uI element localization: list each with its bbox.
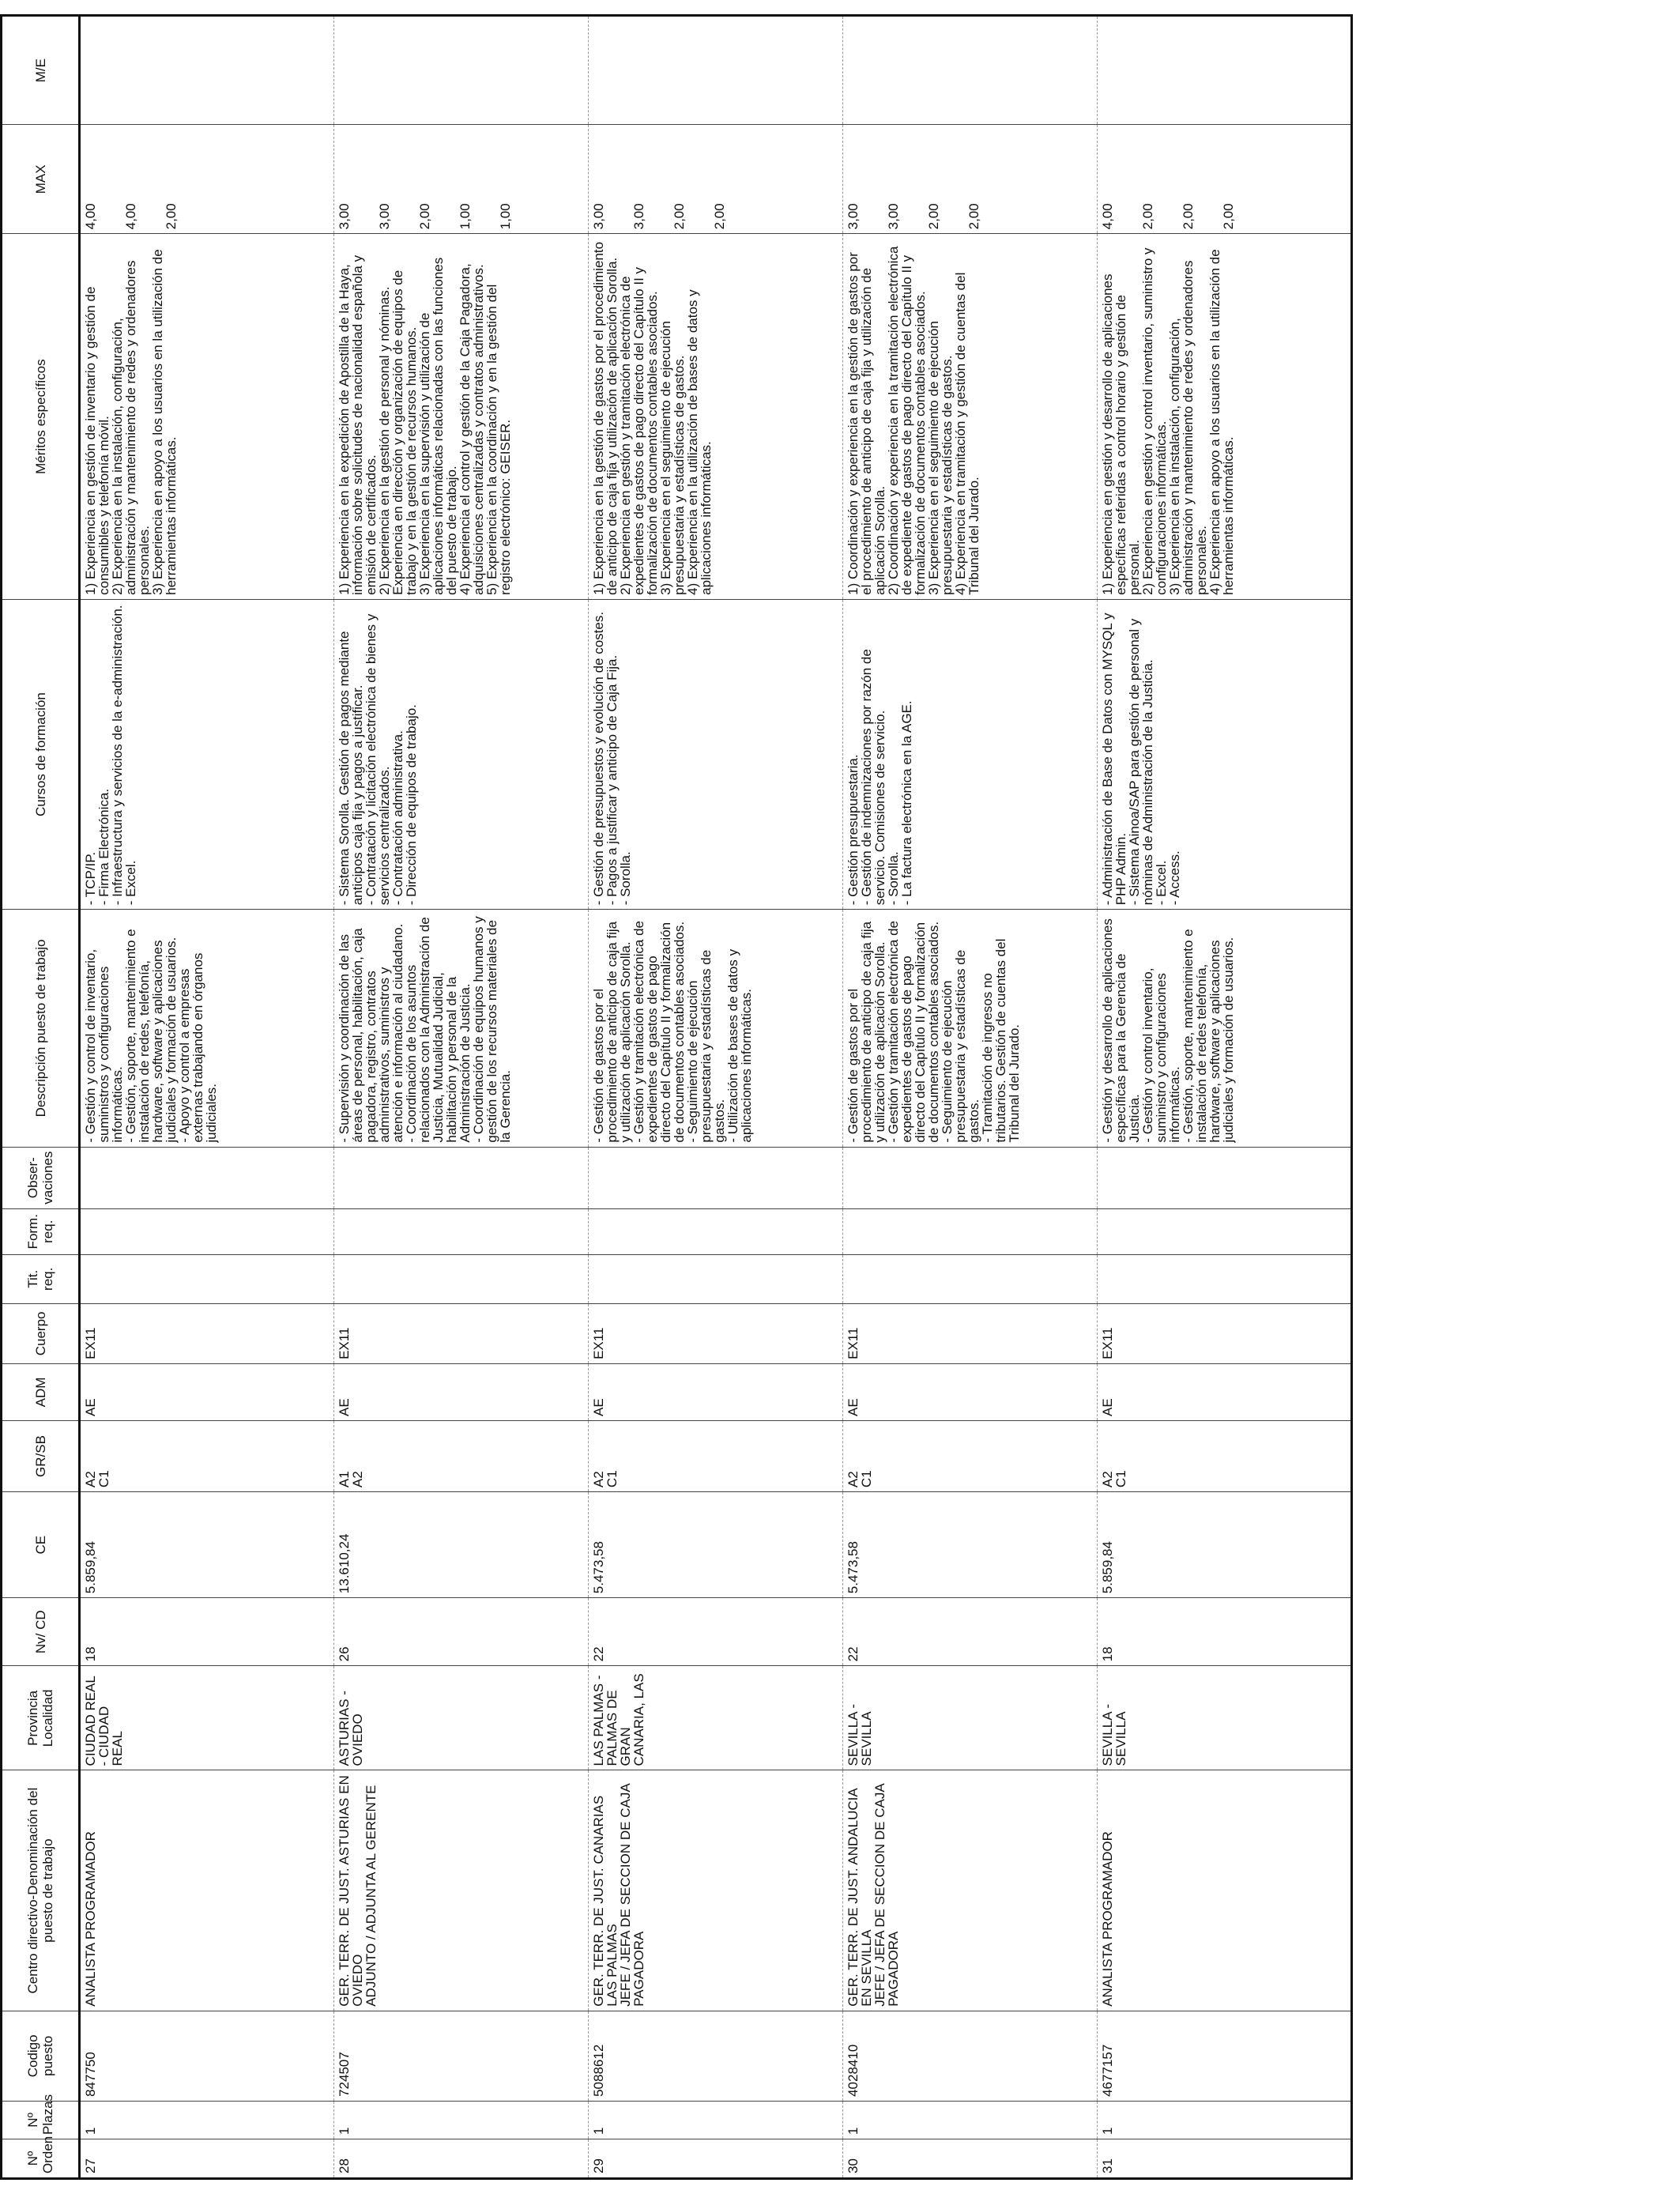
max-value: 4,00 xyxy=(123,203,138,230)
max-value: 2,00 xyxy=(712,203,727,230)
puesto-name: ADJUNTO / ADJUNTA AL GERENTE xyxy=(363,1785,379,2007)
plazas-cell: 1 xyxy=(80,2101,334,2139)
codigo-cell: 5088612 xyxy=(589,2011,843,2101)
puesto-name: JEFE / JEFA DE SECCION DE CAJA PAGADORA xyxy=(872,1784,901,2007)
ce-cell: 5.859,84 xyxy=(1098,1492,1352,1598)
max-value: 3,00 xyxy=(631,203,646,230)
max-cell xyxy=(843,125,1098,234)
max-cell xyxy=(589,125,843,234)
cursos-cell: - TCP/IP. - Firma Electrónica. - Infraestructura y servicios de la e-administración. - Excel. xyxy=(80,599,334,909)
orden-cell: 28 xyxy=(334,2139,589,2178)
cuerpo-cell: EX11 xyxy=(589,1303,843,1363)
codigo-cell: 724507 xyxy=(334,2011,589,2101)
meritos-cell: 1) Coordinación y experiencia en la gestión de gastos por el procedimiento de anticipo de caja fija y utilización de aplicación Sorolla. 2) Coordinación y experiencia en la tramitación electrónica de expediente de gastos de pago directo del Capítulo II y formalización de documentos contables asociados. 3) Experiencia en el seguimiento de ejecución presupuestaria y estadísticas de gastos. 4) Experiencia en tramitación y gestión de cuentas del Tribunal del Jurado. xyxy=(843,234,1098,600)
header-grupo: GR/SB xyxy=(2,1420,80,1491)
ce-cell: 13.610,24 xyxy=(334,1492,589,1598)
max-value: 2,00 xyxy=(966,203,981,230)
cursos-cell: - Sistema Sorolla. Gestión de pagos mediante anticipos caja fija y pagos a justificar. - Contratación y licitación electrónica de bienes y servicios centralizados. - Contratación administrativa. - Dirección de equipos de trabajo. xyxy=(334,599,589,909)
header-codigo: Codigo puesto xyxy=(2,2011,80,2101)
max-value: 2,00 xyxy=(1221,203,1236,230)
ce-cell: 5.859,84 xyxy=(80,1492,334,1598)
grupo-cell: A2 C1 xyxy=(80,1420,334,1491)
titulacion-cell xyxy=(1098,1254,1352,1303)
codigo-cell: 4677157 xyxy=(1098,2011,1352,2101)
adm-cell: AE xyxy=(843,1363,1098,1420)
header-formacion: Form. req. xyxy=(2,1208,80,1254)
header-ce: CE xyxy=(2,1492,80,1598)
descripcion-cell: - Supervisión y coordinación de las áreas de personal, habilitación, caja pagadora, registro, contratos administrativos, suministros y atención e información al ciudadano. - Coordinación de los asuntos relacionados con la Administración de Justicia, Mutualidad Judicial, habilitación y personal de la Administración de Justicia. - Coordinación de equipos humanos y gestión de los recursos materiales de la Gerencia. xyxy=(334,910,589,1147)
ce-cell: 5.473,58 xyxy=(843,1492,1098,1598)
nivel-cell: 18 xyxy=(1098,1598,1352,1666)
header-plazas: Nº Plazas xyxy=(2,2101,80,2139)
header-me: M/E xyxy=(2,16,80,125)
max-value: 3,00 xyxy=(337,203,352,230)
table-row xyxy=(334,16,589,2179)
plazas-cell: 1 xyxy=(334,2101,589,2139)
centro-directivo: GER. TERR. DE JUST. ASTURIAS EN OVIEDO xyxy=(337,1775,365,2007)
header-centro: Centro directivo-Denominación del puesto de trabajo xyxy=(2,1770,80,2011)
header-meritos: Méritos específicos xyxy=(2,234,80,600)
observaciones-cell xyxy=(80,1147,334,1208)
max-cell xyxy=(334,125,589,234)
table-row xyxy=(80,16,334,2179)
provincia-cell: SEVILLA - SEVILLA xyxy=(1098,1666,1352,1770)
descripcion-cell: - Gestión de gastos por el procedimiento de anticipo de caja fija y utilización de aplicación Sorolla. - Gestión y tramitación electrónica de expedientes de gastos de pago directo del Capítulo II y formalización de documentos contables asociados. - Seguimiento de ejecución presupuestaria y estadísticas de gastos. - Tramitación de ingresos no tributarios. Gestión de cuentas del Tribunal del Jurado. xyxy=(843,910,1098,1147)
formacion-cell xyxy=(843,1208,1098,1254)
max-value: 1,00 xyxy=(458,203,473,230)
observaciones-cell xyxy=(843,1147,1098,1208)
max-value: 2,00 xyxy=(1181,203,1196,230)
me-cell xyxy=(589,16,843,125)
adm-cell: AE xyxy=(334,1363,589,1420)
descripcion-cell: - Gestión y desarrollo de aplicaciones específicas para la Gerencia de Justicia. - Gestión y control inventario, suministro y configuraciones informáticas. - Gestión, soporte, mantenimiento e instalación de redes telefonía, hardware, software y aplicaciones judiciales y formación de usuarios. xyxy=(1098,910,1352,1147)
orden-cell: 30 xyxy=(843,2139,1098,2178)
formacion-cell xyxy=(334,1208,589,1254)
max-value: 2,00 xyxy=(417,203,432,230)
max-value: 3,00 xyxy=(886,203,901,230)
grupo-cell: A2 C1 xyxy=(1098,1420,1352,1491)
max-value: 3,00 xyxy=(377,203,392,230)
puesto-name: ANALISTA PROGRAMADOR xyxy=(83,1831,98,2007)
observaciones-cell xyxy=(334,1147,589,1208)
meritos-cell: 1) Experiencia en gestión de inventario y gestión de consumibles y telefonía móvil. 2) Experiencia en la instalación, configuración, administración y mantenimiento de redes y ordenadores personales. 3) Experiencia en apoyo a los usuarios en la utilización de herramientas informáticas. xyxy=(80,234,334,600)
cuerpo-cell: EX11 xyxy=(843,1303,1098,1363)
header-provincia: Provincia Localidad xyxy=(2,1666,80,1770)
meritos-cell: 1) Experiencia en gestión y desarrollo de aplicaciones específicas referidas a control horario y gestión de personal. 2) Experiencia en gestión y control inventario, suministro y configuraciones informáticas. 3) Experiencia en la instalación, configuración, administración y mantenimiento de redes y ordenadores personales. 4) Experiencia en apoyo a los usuarios en la utilización de herramientas informáticas. xyxy=(1098,234,1352,600)
cuerpo-cell: EX11 xyxy=(80,1303,334,1363)
titulacion-cell xyxy=(80,1254,334,1303)
centro-directivo: GER. TERR. DE JUST. ANDALUCIA EN SEVILLA xyxy=(846,1789,874,2007)
meritos-cell: 1) Experiencia en la expedición de Apostilla de la Haya, información sobre solicitudes de nacionalidad española y emisión de certificados. 2) Experiencia en la gestión de personal y nóminas. Experiencia en dirección y organización de equipos de trabajo y en la gestión de recursos humanos. 3) Experiencia en la supervisión y utilización de aplicaciones informáticas relacionadas con las funciones del puesto de trabajo. 4) Experiencia el control y gestión de la Caja Pagadora, adquisiciones centralizadas y contratos administrativos. 5) Experiencia en la coordinación y en la gestión del registro electrónico: GEISER. xyxy=(334,234,589,600)
centro-cell xyxy=(80,1770,334,2011)
adm-cell: AE xyxy=(1098,1363,1352,1420)
table-row xyxy=(589,16,843,2179)
table-header xyxy=(2,16,80,2179)
puesto-name: ANALISTA PROGRAMADOR xyxy=(1100,1831,1115,2007)
adm-cell: AE xyxy=(80,1363,334,1420)
max-value: 2,00 xyxy=(1140,203,1155,230)
header-observaciones: Obser-vaciones xyxy=(2,1147,80,1208)
header-nivel: Nv/ CD xyxy=(2,1598,80,1666)
provincia-cell: LAS PALMAS - PALMAS DE GRAN CANARIA, LAS xyxy=(589,1666,843,1770)
max-value: 3,00 xyxy=(591,203,606,230)
cursos-cell: - Administración de Base de Datos con MYSQL y PHP Admin. - Sistema Ainoa/SAP para gestión de personal y nóminas de Administración de la Justicia. - Excel. - Access. xyxy=(1098,599,1352,909)
observaciones-cell xyxy=(1098,1147,1352,1208)
orden-cell: 31 xyxy=(1098,2139,1352,2178)
grupo-cell: A2 C1 xyxy=(589,1420,843,1491)
header-descripcion: Descripción puesto de trabajo xyxy=(2,910,80,1147)
max-value: 2,00 xyxy=(164,203,179,230)
me-cell xyxy=(843,16,1098,125)
nivel-cell: 18 xyxy=(80,1598,334,1666)
max-value: 4,00 xyxy=(1100,203,1115,230)
titulacion-cell xyxy=(589,1254,843,1303)
centro-directivo: GER. TERR. DE JUST. CANARIAS LAS PALMAS xyxy=(591,1795,620,2007)
descripcion-cell: - Gestión de gastos por el procedimiento de anticipo de caja fija y utilización de aplicación Sorolla. - Gestión y tramitación electrónica de expedientes de gastos de pago directo del Capítulo II y formalización de documentos contables asociados. - Seguimiento de ejecución presupuestaria y estadísticas de gastos. - Utilización de bases de datos y aplicaciones informáticas. xyxy=(589,910,843,1147)
provincia-cell: ASTURIAS - OVIEDO xyxy=(334,1666,589,1770)
header-cursos: Cursos de formación xyxy=(2,599,80,909)
nivel-cell: 26 xyxy=(334,1598,589,1666)
centro-cell xyxy=(589,1770,843,2011)
header-cuerpo: Cuerpo xyxy=(2,1303,80,1363)
formacion-cell xyxy=(1098,1208,1352,1254)
puesto-name: JEFE / JEFA DE SECCION DE CAJA PAGADORA xyxy=(618,1784,646,2007)
max-cell xyxy=(1098,125,1352,234)
formacion-cell xyxy=(80,1208,334,1254)
table-row xyxy=(1098,16,1352,2179)
table-body xyxy=(80,16,1352,2179)
descripcion-cell: - Gestión y control de inventario, suministros y configuraciones informáticas. - Gestión, soporte, mantenimiento e instalación de redes, telefonía, hardware, software y aplicaciones judiciales y formación de usuarios. - Apoyo y control a empresas externas trabajando en órganos judiciales. xyxy=(80,910,334,1147)
nivel-cell: 22 xyxy=(589,1598,843,1666)
max-value: 3,00 xyxy=(846,203,861,230)
orden-cell: 27 xyxy=(80,2139,334,2178)
me-cell xyxy=(80,16,334,125)
provincia-cell: CIUDAD REAL - CIUDAD REAL xyxy=(80,1666,334,1770)
plazas-cell: 1 xyxy=(1098,2101,1352,2139)
header-max: MAX xyxy=(2,125,80,234)
rotated-table-sheet xyxy=(0,14,1375,2180)
header-orden: Nº Orden xyxy=(2,2139,80,2178)
centro-cell xyxy=(334,1770,589,2011)
codigo-cell: 847750 xyxy=(80,2011,334,2101)
titulacion-cell xyxy=(334,1254,589,1303)
observaciones-cell xyxy=(589,1147,843,1208)
cursos-cell: - Gestión de presupuestos y evolución de costes. - Pagos a justificar y anticipo de Caja Fija. - Sorolla. xyxy=(589,599,843,909)
orden-cell: 29 xyxy=(589,2139,843,2178)
cuerpo-cell: EX11 xyxy=(334,1303,589,1363)
max-cell xyxy=(80,125,334,234)
formacion-cell xyxy=(589,1208,843,1254)
max-value: 4,00 xyxy=(83,203,98,230)
header-adm: ADM xyxy=(2,1363,80,1420)
table-row xyxy=(843,16,1098,2179)
nivel-cell: 22 xyxy=(843,1598,1098,1666)
adm-cell: AE xyxy=(589,1363,843,1420)
cursos-cell: - Gestión presupuestaria. - Gestión de indemnizaciones por razón de servicio. Comisiones de servicio. - Sorolla. - La factura electrónica en la AGE. xyxy=(843,599,1098,909)
centro-cell xyxy=(1098,1770,1352,2011)
grupo-cell: A2 C1 xyxy=(843,1420,1098,1491)
titulacion-cell xyxy=(843,1254,1098,1303)
provincia-cell: SEVILLA - SEVILLA xyxy=(843,1666,1098,1770)
centro-cell xyxy=(843,1770,1098,2011)
header-titulacion: Tit. req. xyxy=(2,1254,80,1303)
job-positions-table xyxy=(0,14,1353,2180)
me-cell xyxy=(1098,16,1352,125)
plazas-cell: 1 xyxy=(843,2101,1098,2139)
max-value: 1,00 xyxy=(498,203,513,230)
ce-cell: 5.473,58 xyxy=(589,1492,843,1598)
cuerpo-cell: EX11 xyxy=(1098,1303,1352,1363)
plazas-cell: 1 xyxy=(589,2101,843,2139)
grupo-cell: A1 A2 xyxy=(334,1420,589,1491)
meritos-cell: 1) Experiencia en la gestión de gastos por el procedimiento de anticipo de caja fija y utilización de aplicación Sorolla. 2) Experiencia en gestión y tramitación electrónica de expedientes de gastos de pago directo del Capítulo II y formalización de documentos contables asociados. 3) Experiencia en el seguimiento de ejecución presupuestaria y estadísticas de gastos. 4) Experiencia en la utilización de bases de datos y aplicaciones informáticas. xyxy=(589,234,843,600)
max-value: 2,00 xyxy=(926,203,941,230)
me-cell xyxy=(334,16,589,125)
max-value: 2,00 xyxy=(672,203,687,230)
codigo-cell: 4028410 xyxy=(843,2011,1098,2101)
